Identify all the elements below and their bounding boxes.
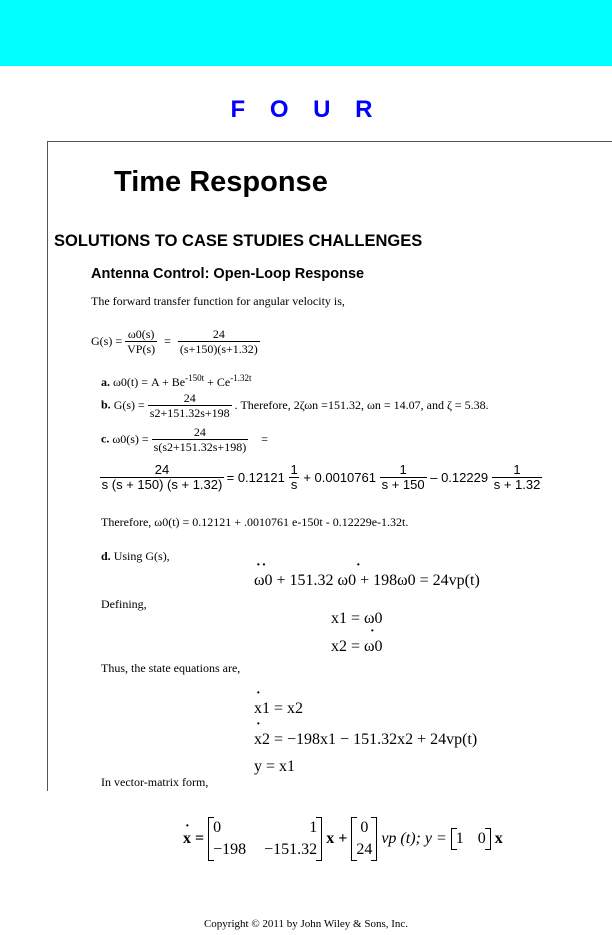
matrix-a-21: −198 [213, 841, 247, 858]
partial-fraction [101, 463, 542, 492]
g-ratio-den: VP(s) [127, 342, 156, 356]
matrix-b-2: 24 [356, 841, 373, 858]
part-c-eq: = [261, 432, 268, 446]
top-banner [0, 0, 612, 66]
vm-x: x + [326, 830, 348, 847]
g-ratio [125, 327, 157, 356]
pf-main [101, 463, 223, 492]
part-a-text: ω0(t) = A + Be [113, 375, 186, 389]
state-eq-2-dot: · [256, 717, 261, 732]
g-lhs: G(s) = [91, 334, 123, 348]
transfer-function [91, 327, 260, 356]
pf-t2-den: s + 150 [381, 477, 425, 492]
matrix-a-12: 1 [309, 819, 318, 836]
pf-term2 [380, 463, 427, 492]
copyright-footer: Copyright © 2011 by John Wiley & Sons, Inc. [203, 918, 409, 930]
section-title: SOLUTIONS TO CASE STUDIES CHALLENGES [54, 232, 423, 250]
part-b-den: s2+151.32s+198 [149, 406, 230, 420]
intro-text: The forward transfer function for angular velocity is, [91, 294, 345, 308]
vm-lhs-dot: · [185, 819, 190, 834]
part-a-mid: + Ce [204, 375, 231, 389]
matrix-a-22: −151.32 [264, 841, 318, 858]
part-b-num: 24 [183, 391, 196, 405]
state-eq-1-dot: · [256, 686, 261, 701]
pf-den: s (s + 150) (s + 1.32) [101, 477, 223, 492]
part-b-text: . Therefore, 2ζωn =151.32, ωn = 14.07, and ζ = 5.38. [234, 398, 489, 412]
subsection-title: Antenna Control: Open-Loop Response [91, 266, 365, 282]
matrix-c [451, 828, 491, 850]
part-a-exp1: -150t [185, 373, 205, 383]
vm-lhs: x = [183, 830, 205, 847]
part-c-fraction [152, 425, 249, 454]
part-c-num: 24 [193, 425, 206, 439]
pf-t1-den: s [290, 477, 298, 492]
state-eq-2: x2 = −198x1 − 151.32x2 + 24vp(t) [254, 731, 478, 748]
part-a-exp2: -1.32t [230, 373, 252, 383]
matrix-b-1: 0 [360, 819, 369, 836]
part-d-label: d. [101, 549, 111, 563]
pf-t1-num: 1 [290, 462, 298, 477]
ode-equation: ω0 + 151.32 ω0 + 198ω0 = 24vp(t) [254, 572, 480, 589]
part-b-lhs: G(s) = [113, 398, 145, 412]
pf-term3 [492, 463, 543, 492]
vector-matrix-form [183, 817, 503, 861]
thus-text: Thus, the state equations are, [101, 661, 241, 675]
therefore-text: Therefore, ω0(t) = 0.12121 + .0010761 e-150t - 0.12229e-1.32t. [101, 515, 409, 529]
matrix-b [351, 817, 377, 861]
pf-num: 24 [154, 462, 170, 477]
part-d [101, 549, 170, 564]
g-eq: = [164, 334, 171, 348]
chapter-title: Time Response [114, 166, 328, 198]
part-b [101, 391, 489, 420]
ode-double-dot: ·· [256, 558, 268, 573]
matrix-a [208, 817, 322, 861]
pf-t3-den: s + 1.32 [493, 477, 541, 492]
part-c-label: c. [101, 431, 110, 446]
output-eq: y = x1 [254, 758, 296, 775]
pf-rest3: – 0.12229 [430, 470, 489, 485]
side-rule [47, 141, 48, 791]
x2-definition: x2 = ω0 [331, 638, 383, 655]
pf-t3-num: 1 [513, 462, 521, 477]
pf-t2-num: 1 [399, 462, 407, 477]
chapter-label: F O U R [230, 96, 382, 123]
g-den: (s+150)(s+1.32) [179, 342, 258, 356]
state-eq-1: x1 = x2 [254, 700, 304, 717]
pf-rest2: + 0.0010761 [303, 470, 376, 485]
part-a [101, 373, 251, 390]
part-d-text: Using G(s), [113, 549, 170, 563]
defining-text: Defining, [101, 597, 147, 611]
part-b-label: b. [101, 397, 111, 412]
g-ratio-num: ω0(s) [127, 327, 155, 341]
vector-intro: In vector-matrix form, [101, 775, 209, 789]
pf-rest1: = 0.12121 [226, 470, 285, 485]
g-fraction [178, 327, 260, 356]
g-num: 24 [212, 327, 225, 341]
pf-term1 [288, 463, 299, 492]
x1-definition: x1 = ω0 [331, 610, 383, 627]
part-c [101, 425, 268, 454]
ode-single-dot: · [356, 558, 361, 573]
matrix-c-2: 0 [477, 830, 486, 847]
matrix-c-1: 1 [455, 830, 464, 847]
part-c-lhs: ω0(s) = [112, 432, 149, 446]
part-b-fraction [148, 391, 232, 420]
part-a-label: a. [101, 375, 110, 389]
part-c-den: s(s2+151.32s+198) [153, 440, 247, 454]
vm-end: x [494, 830, 503, 847]
header-rule [47, 141, 612, 142]
matrix-a-11: 0 [213, 819, 222, 836]
x2-def-dot: · [370, 624, 375, 639]
vm-tail: vp (t); y = [381, 830, 447, 847]
